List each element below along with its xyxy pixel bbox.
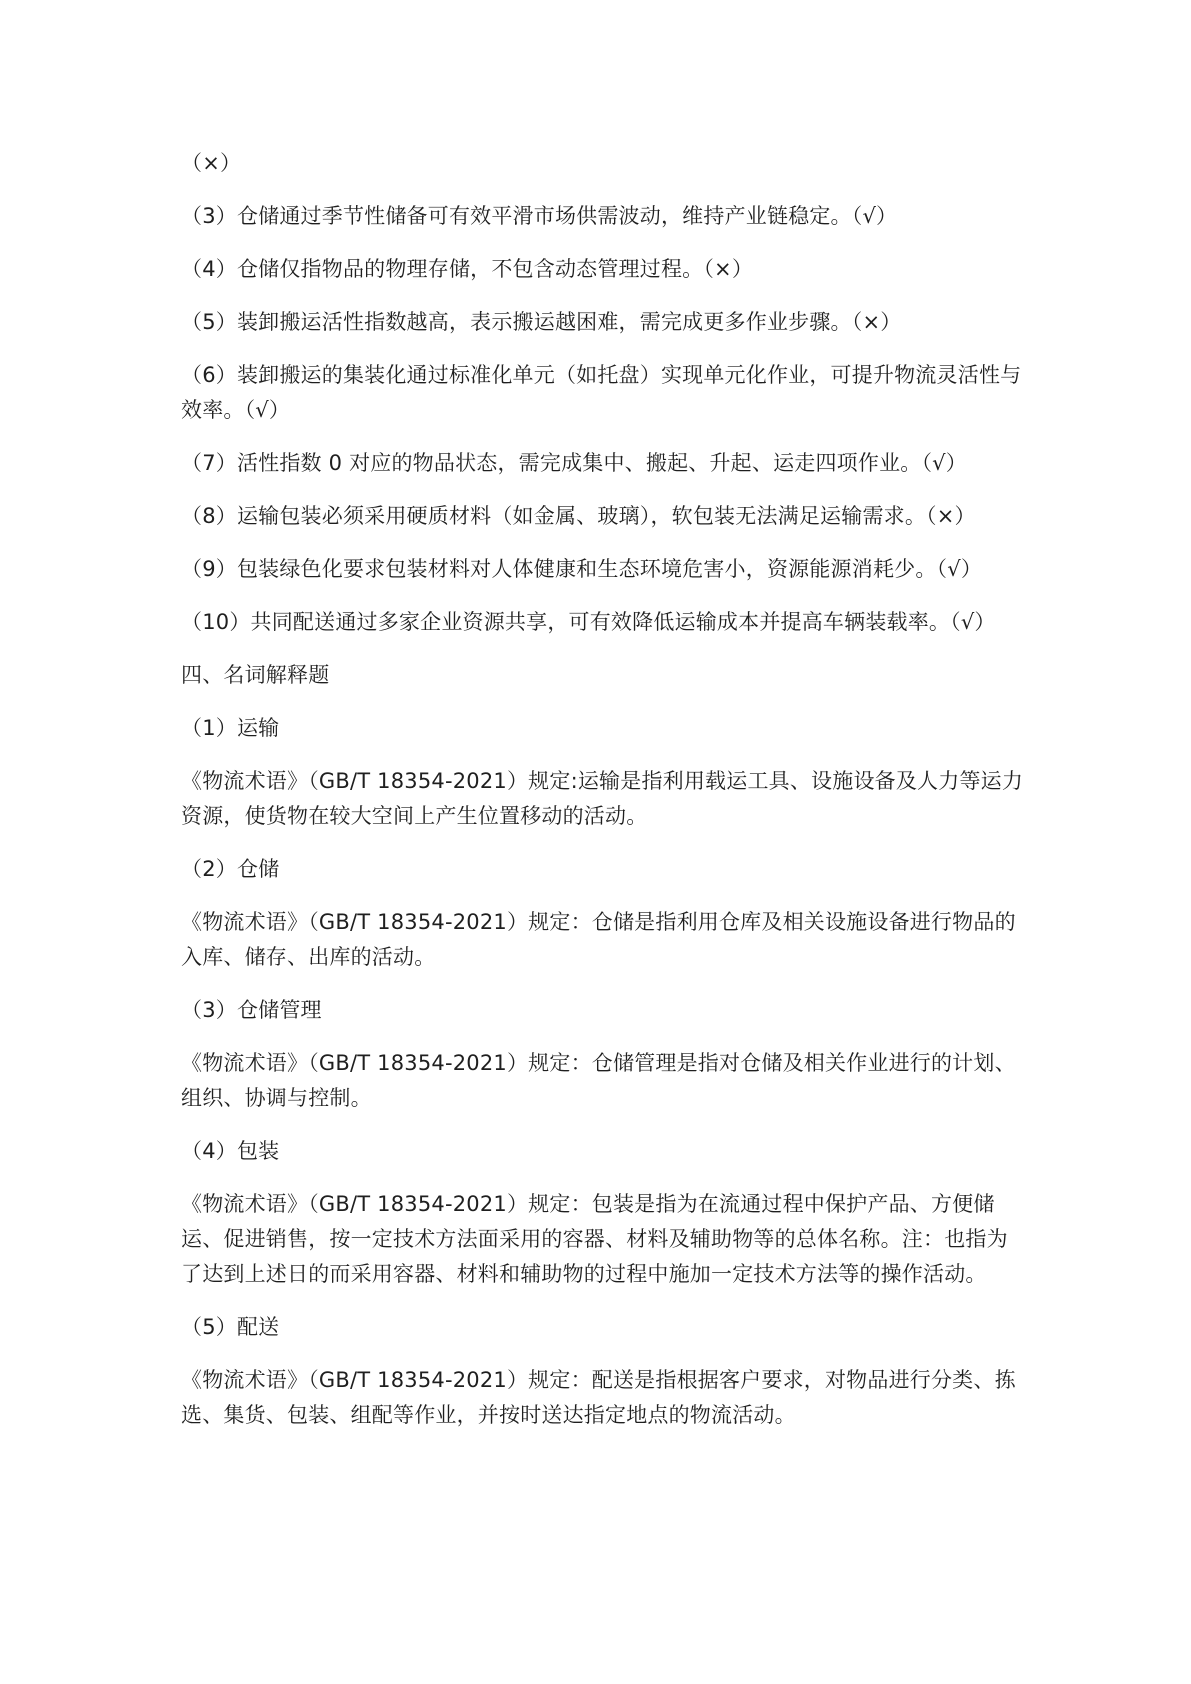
true-false-item-7: （7）活性指数 0 对应的物品状态，需完成集中、搬起、升起、运走四项作业。（√）: [181, 451, 967, 475]
section-heading-definitions: 四、名词解释题: [181, 663, 330, 687]
term-warehousing: （2）仓储: [181, 857, 280, 881]
definition-warehouse-management: 《物流术语》（GB/T 18354-2021）规定：仓储管理是指对仓储及相关作业进行的计划、组织、协调与控制。: [181, 1051, 1016, 1110]
definition-distribution: 《物流术语》（GB/T 18354-2021）规定：配送是指根据客户要求，对物品进行分类、拣选、集货、包装、组配等作业，并按时送达指定地点的物流活动。: [181, 1368, 1016, 1427]
true-false-item-6: （6）装卸搬运的集装化通过标准化单元（如托盘）实现单元化作业，可提升物流灵活性与效率。（√）: [181, 363, 1022, 422]
true-false-item-8: （8）运输包装必须采用硬质材料（如金属、玻璃），软包装无法满足运输需求。（×）: [181, 504, 976, 528]
term-distribution: （5）配送: [181, 1315, 280, 1339]
term-warehouse-management: （3）仓储管理: [181, 998, 322, 1022]
true-false-item-10: （10）共同配送通过多家企业资源共享，可有效降低运输成本并提高车辆装载率。（√）: [181, 610, 996, 634]
answer-line: （×）: [181, 151, 242, 175]
true-false-item-3: （3）仓储通过季节性储备可有效平滑市场供需波动，维持产业链稳定。（√）: [181, 204, 898, 228]
term-transport: （1）运输: [181, 716, 280, 740]
definition-packaging: 《物流术语》（GB/T 18354-2021）规定：包装是指为在流通过程中保护产品、方便储运、促进销售，按一定技术方法面采用的容器、材料及辅助物等的总体名称。注：也指为了达到上述日的而采用容器、材料和辅助物的过程中施加一定技术方法等的操作活动。: [181, 1192, 1008, 1286]
definition-transport: 《物流术语》（GB/T 18354-2021）规定:运输是指利用载运工具、设施设备及人力等运力资源，使货物在较大空间上产生位置移动的活动。: [181, 769, 1024, 828]
true-false-item-9: （9）包装绿色化要求包装材料对人体健康和生态环境危害小，资源能源消耗少。（√）: [181, 557, 983, 581]
term-packaging: （4）包装: [181, 1139, 280, 1163]
true-false-item-4: （4）仓储仅指物品的物理存储，不包含动态管理过程。（×）: [181, 257, 754, 281]
definition-warehousing: 《物流术语》（GB/T 18354-2021）规定：仓储是指利用仓库及相关设施设备进行物品的入库、储存、出库的活动。: [181, 910, 1016, 969]
true-false-item-5: （5）装卸搬运活性指数越高，表示搬运越困难，需完成更多作业步骤。（×）: [181, 310, 902, 334]
document-content: [181, 146, 1026, 1451]
